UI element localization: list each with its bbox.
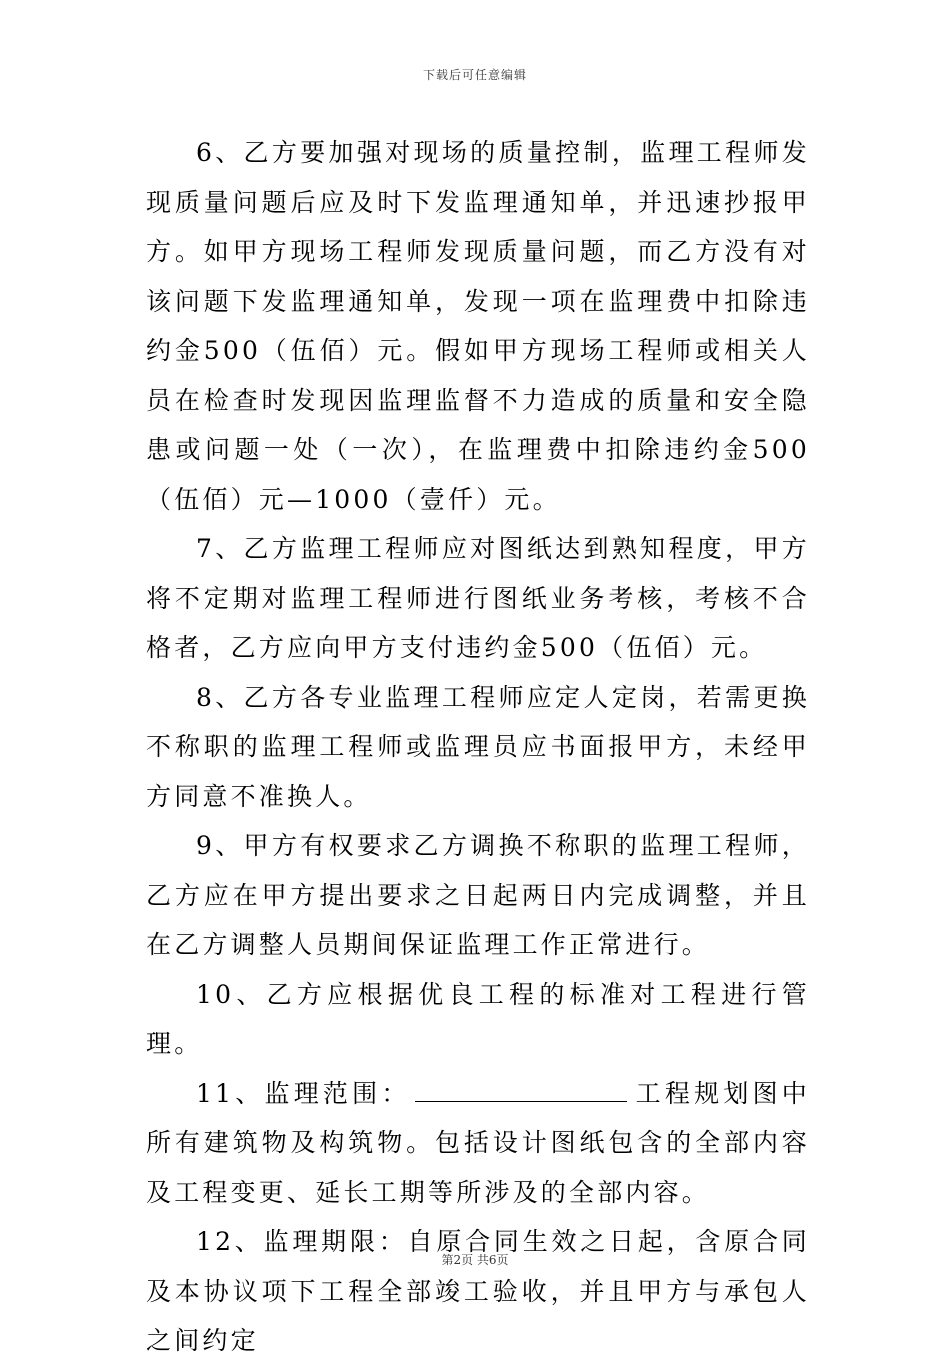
document-body [146, 128, 810, 1366]
page-header: 下载后可任意编辑 [422, 68, 527, 82]
clause-6: 6、乙方要加强对现场的质量控制，监理工程师发现质量问题后应及时下发监理通知单，并迅速抄报甲方。如甲方现场工程师发现质量问题，而乙方没有对该问题下发监理通知单，发现一项在监理费中扣除违约金500（伍佰）元。假如甲方现场工程师或相关人员在检查时发现因监理监督不力造成的质量和安全隐患或问题一处（一次），在监理费中扣除违约金500（伍佰）元—1000（壹仟）元。 [146, 138, 810, 514]
clause-9: 9、甲方有权要求乙方调换不称职的监理工程师，乙方应在甲方提出要求之日起两日内完成调整，并且在乙方调整人员期间保证监理工作正常进行。 [146, 831, 810, 959]
clause-11-suffix: 工程规划图中所有建筑物及构筑物。包括设计图纸包含的全部内容及工程变更、延长工期等所涉及的全部内容。 [146, 1078, 810, 1207]
clause-12: 12、监理期限：自原合同生效之日起，含原合同及本协议项下工程全部竣工验收，并且甲方与承包人之间约定 [146, 1227, 810, 1355]
clause-10: 10、乙方应根据优良工程的标准对工程进行管理。 [146, 979, 810, 1058]
clause-7: 7、乙方监理工程师应对图纸达到熟知程度，甲方将不定期对监理工程师进行图纸业务考核，考核不合格者，乙方应向甲方支付违约金500（伍佰）元。 [146, 534, 810, 662]
clause-8: 8、乙方各专业监理工程师应定人定岗，若需更换不称职的监理工程师或监理员应书面报甲方，未经甲方同意不准换人。 [146, 682, 810, 811]
clause-11 [146, 1069, 810, 1218]
clause-11-prefix: 11、监理范围： [196, 1078, 411, 1108]
fill-in-blank-line [415, 1075, 627, 1102]
page-footer: 第2页 共6页 [441, 1253, 509, 1267]
